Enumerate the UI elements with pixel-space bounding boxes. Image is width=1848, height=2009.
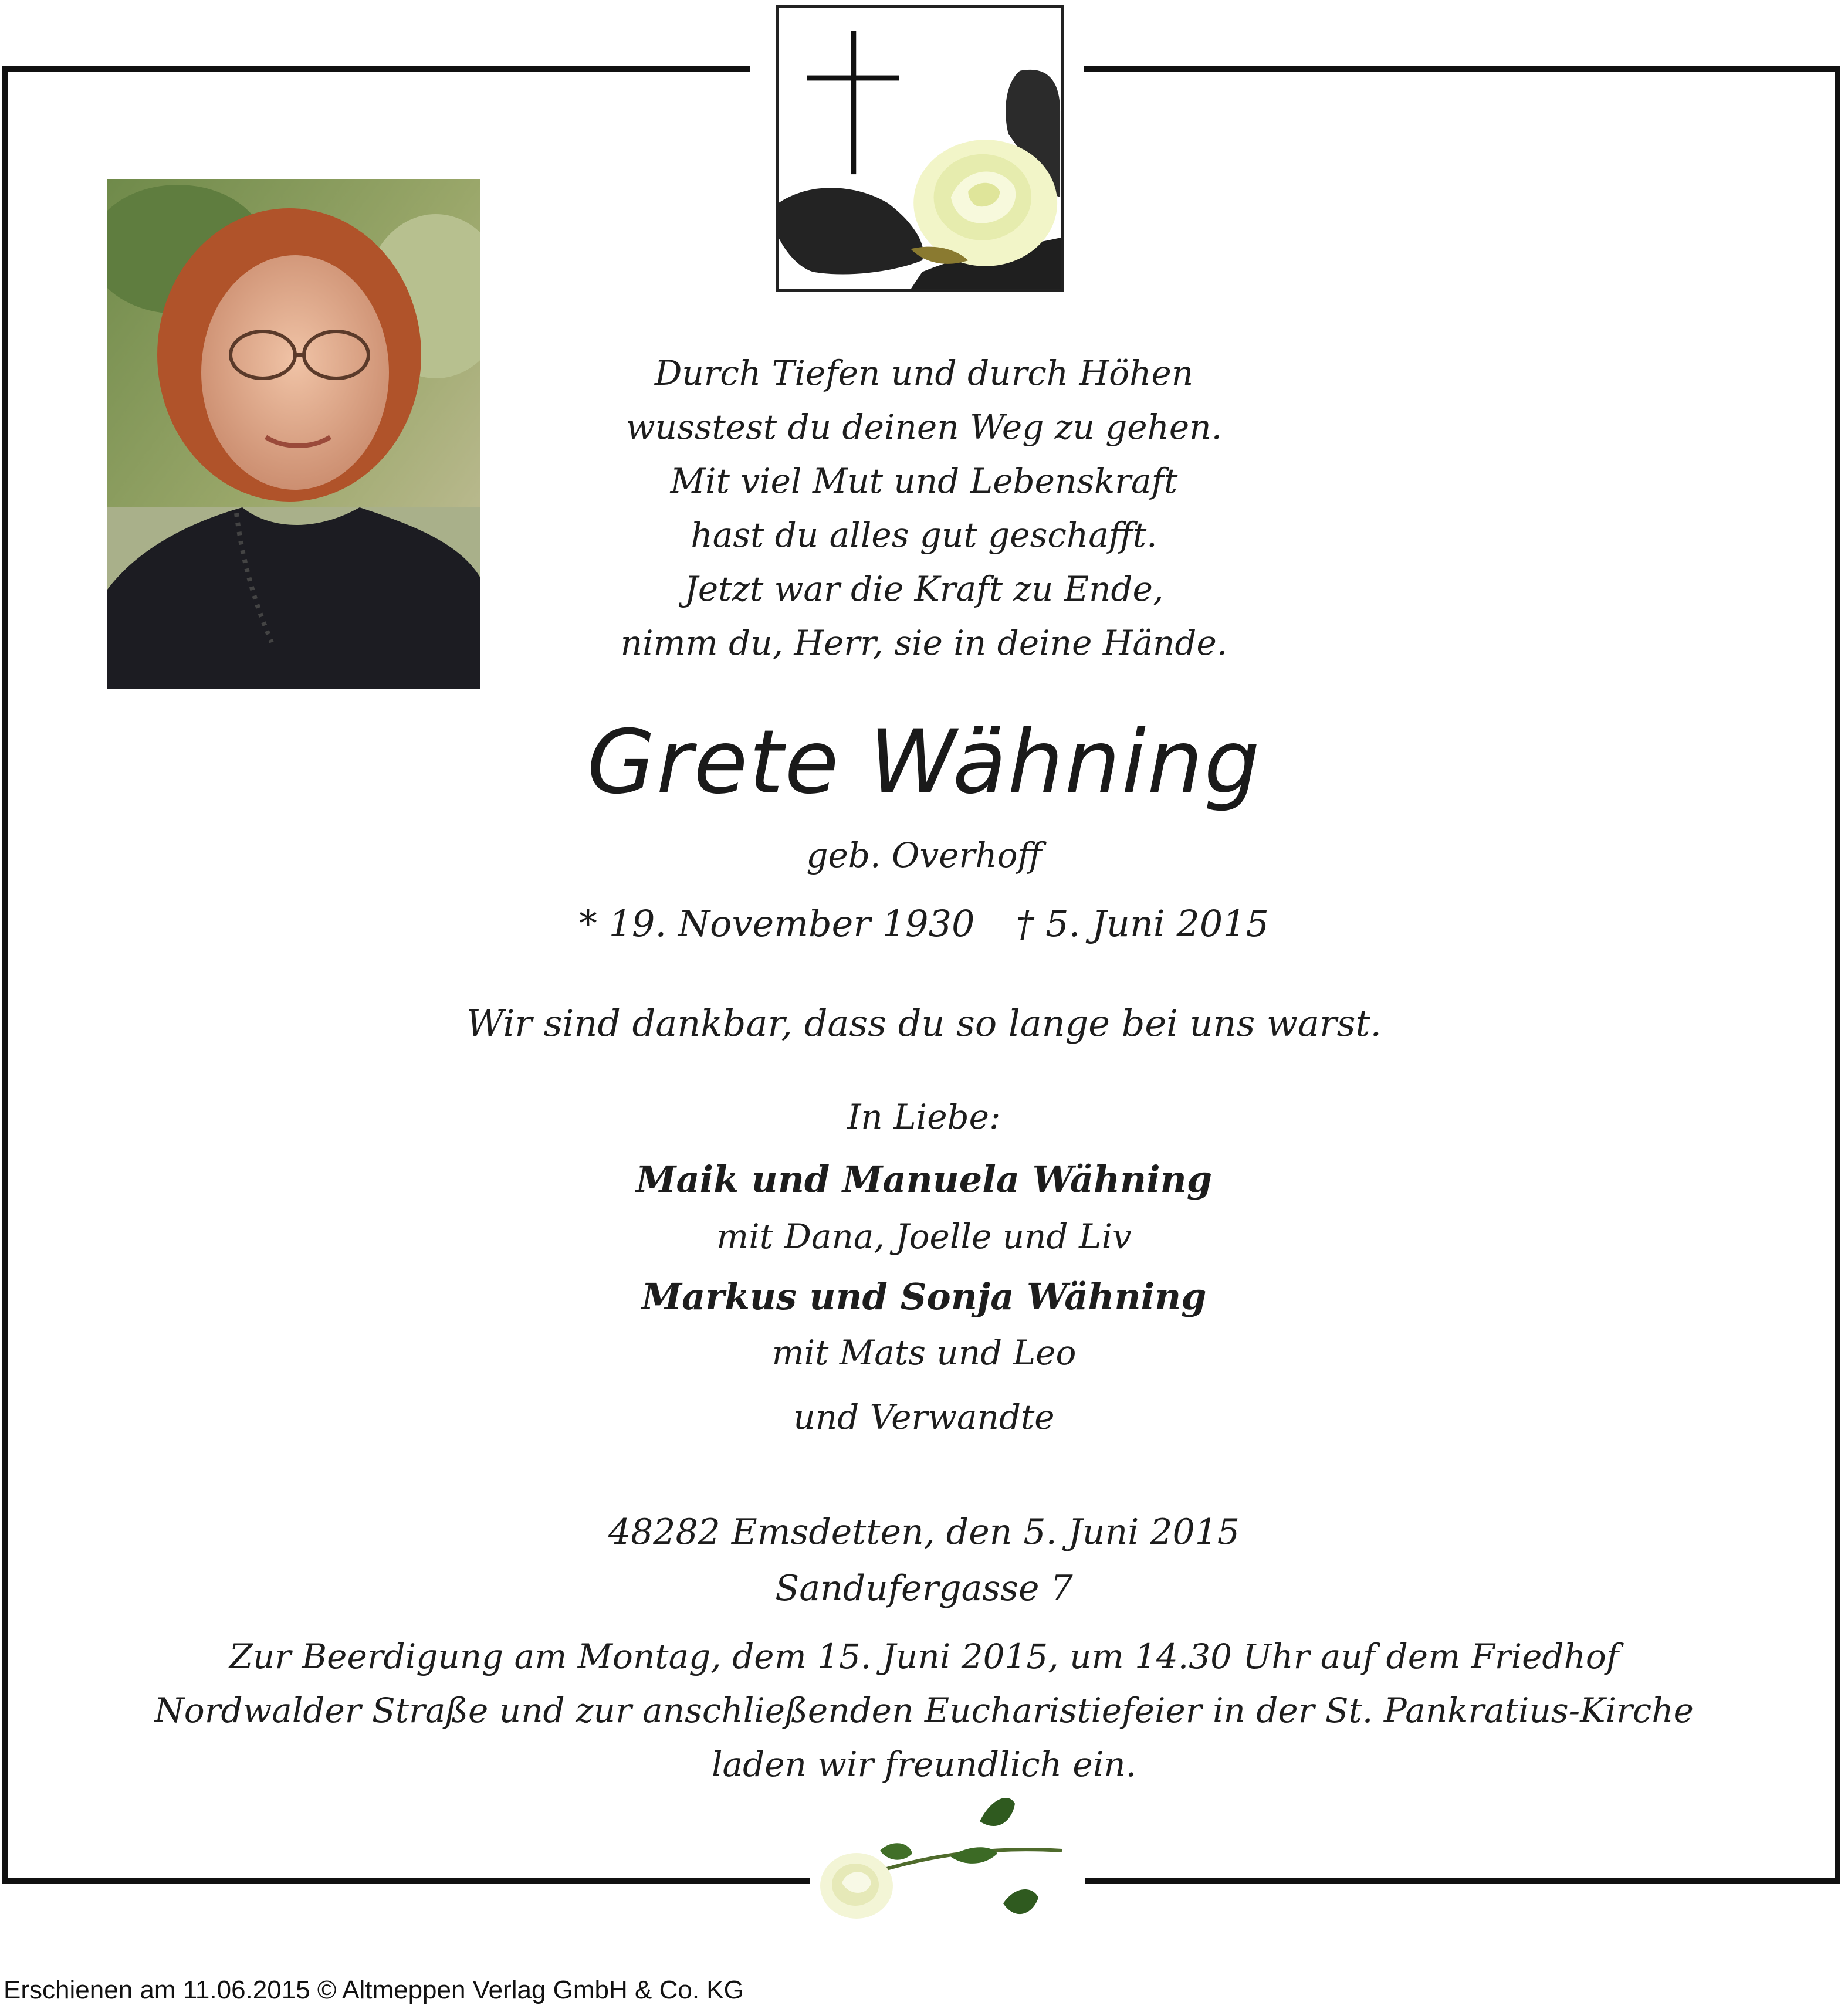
poem-line: Jetzt war die Kraft zu Ende, — [684, 569, 1164, 609]
funeral-line: Zur Beerdigung am Montag, dem 15. Juni 2015, um 14.30 Uhr auf dem Friedhof — [229, 1637, 1619, 1676]
life-dates — [0, 897, 1848, 950]
poem-line: hast du alles gut geschafft. — [691, 515, 1157, 555]
thanks-line: Wir sind dankbar, dass du so lange bei uns warst. — [466, 1002, 1382, 1045]
funeral-info — [0, 1629, 1848, 1791]
family-2: Markus und Sonja Wähning — [641, 1275, 1207, 1318]
poem-line: Mit viel Mut und Lebenskraft — [670, 461, 1178, 501]
street: Sandufergasse 7 — [775, 1568, 1073, 1609]
relatives: und Verwandte — [793, 1397, 1055, 1437]
mourners-intro: In Liebe: — [847, 1097, 1001, 1137]
birth-date: * 19. November 1930 — [578, 902, 975, 945]
family-1: Maik und Manuela Wähning — [635, 1158, 1213, 1201]
family-2-children: mit Mats und Leo — [771, 1333, 1077, 1373]
cross-with-rose-icon — [776, 5, 1064, 292]
deceased-name: Grete Wähning — [587, 712, 1261, 814]
poem-line: nimm du, Herr, sie in deine Hände. — [620, 623, 1228, 663]
poem-line: Durch Tiefen und durch Höhen — [654, 353, 1194, 393]
place-date: 48282 Emsdetten, den 5. Juni 2015 — [608, 1512, 1240, 1553]
family-1-children: mit Dana, Joelle und Liv — [716, 1217, 1132, 1256]
publication-footer: Erschienen am 11.06.2015 © Altmeppen Verlag GmbH & Co. KG — [4, 1976, 744, 2004]
address — [0, 1504, 1848, 1617]
funeral-line: Nordwalder Straße und zur anschließenden Eucharistiefeier in der St. Pankratius-Kirche — [154, 1690, 1694, 1730]
funeral-line: laden wir freundlich ein. — [711, 1744, 1137, 1784]
rose-icon — [815, 1786, 1097, 1939]
death-date: † 5. Juni 2015 — [1016, 902, 1270, 945]
maiden-name: geb. Overhoff — [806, 835, 1042, 875]
poem — [0, 346, 1848, 670]
poem-line: wusstest du deinen Weg zu gehen. — [625, 407, 1223, 447]
